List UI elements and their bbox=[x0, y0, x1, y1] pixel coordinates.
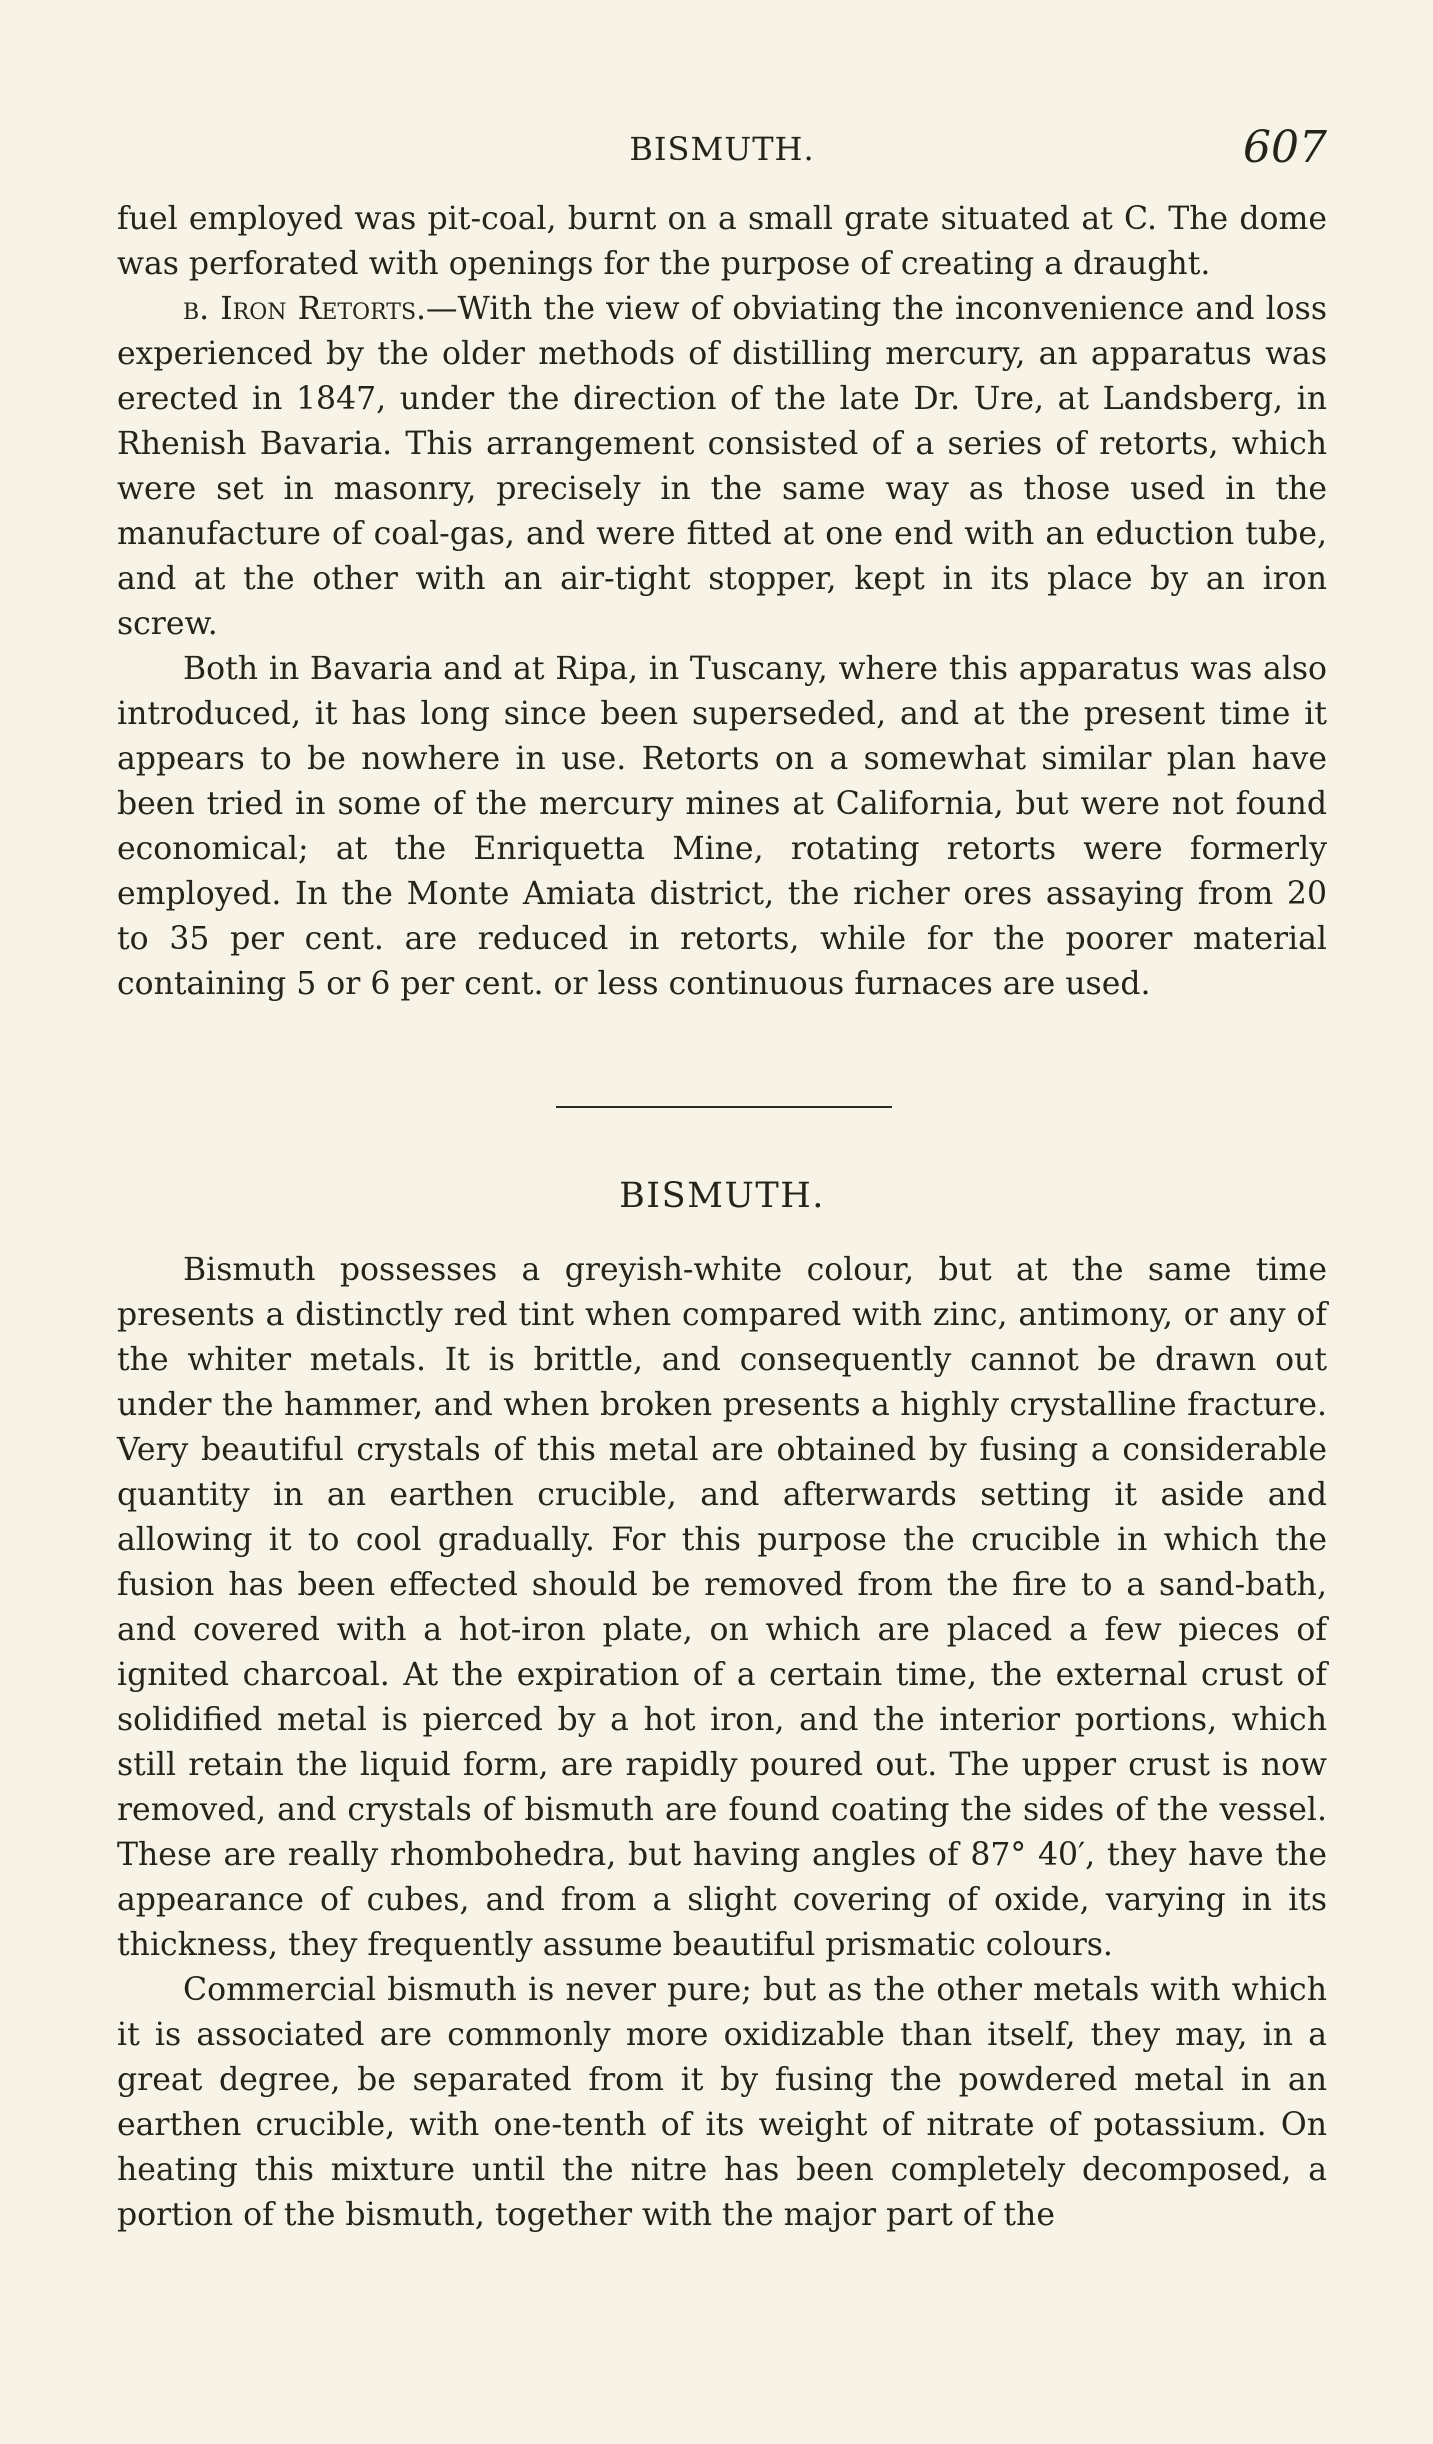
paragraph-bavaria: Both in Bavaria and at Ripa, in Tuscany, where this apparatus was also introduced, it has long since been superseded, and at the present time it appears to be nowhere in use. Retorts on a somewhat similar plan have been tried in some of the mercury mines at California, but were not found economical; at the Enriquetta Mine, rotating retorts were formerly employed. In the Monte Amiata district, the richer ores assaying from 20 to 35 per cent. are reduced in retorts, while for the poorer material containing 5 or 6 per cent. or less continuous furnaces are used. bbox=[117, 651, 1327, 1002]
paragraph-commercial-bismuth: Commercial bismuth is never pure; but as the other metals with which it is associated are commonly more oxidizable than itself, they may, in a great degree, be separated from it by fusing the powdered metal in an earthen crucible, with one-tenth of its weight of nitrate of potassium. On heating this mixture until the nitre has been completely decomposed, a portion of the bismuth, together with the major part of the bbox=[117, 1972, 1327, 2233]
section-divider bbox=[556, 1106, 892, 1108]
paragraph-fuel: fuel employed was pit-coal, burnt on a small grate situated at C. The dome was perforated with openings for the purpose of creating a draught. bbox=[117, 201, 1327, 282]
iron-retorts-text: —With the view of obviating the inconvenience and loss experienced by the older methods of distilling mercury, an apparatus was erected in 1847, under the direction of the late Dr. Ure, at Landsberg, in Rhenish Bavaria. This arrangement consisted of a series of retorts, which were set in masonry, precisely in the same way as those used in the manufacture of coal-gas, and were fitted at one end with an eduction tube, and at the other with an air-tight stopper, kept in its place by an iron screw. bbox=[117, 291, 1327, 642]
paragraph-bismuth-properties: Bismuth possesses a greyish-white colour, but at the same time presents a distinctly red tint when compared with zinc, antimony, or any of the whiter metals. It is brittle, and consequently cannot be drawn out under the hammer, and when broken presents a highly crystalline fracture. Very beautiful crystals of this metal are obtained by fusing a considerable quantity in an earthen crucible, and afterwards setting it aside and allowing it to cool gradually. For this purpose the crucible in which the fusion has been effected should be removed from the fire to a sand-bath, and covered with a hot-iron plate, on which are placed a few pieces of ignited charcoal. At the expiration of a certain time, the external crust of solidified metal is pierced by a hot iron, and the interior portions, which still retain the liquid form, are rapidly poured out. The upper crust is now removed, and crystals of bismuth are found coating the sides of the vessel. These are really rhombohedra, but having angles of 87° 40′, they have the appearance of cubes, and from a slight covering of oxide, varying in its thickness, they frequently assume beautiful prismatic colours. bbox=[117, 1252, 1327, 1963]
bismuth-section bbox=[117, 1248, 1327, 2238]
paragraph-iron-retorts bbox=[117, 287, 1327, 647]
page-number: 607 bbox=[1243, 122, 1327, 173]
section-heading: BISMUTH. bbox=[619, 1176, 825, 1216]
iron-retorts-label: b. Iron Retorts. bbox=[183, 291, 427, 327]
running-head bbox=[117, 122, 1327, 182]
running-title: BISMUTH. bbox=[629, 130, 815, 168]
top-section bbox=[117, 197, 1327, 1007]
